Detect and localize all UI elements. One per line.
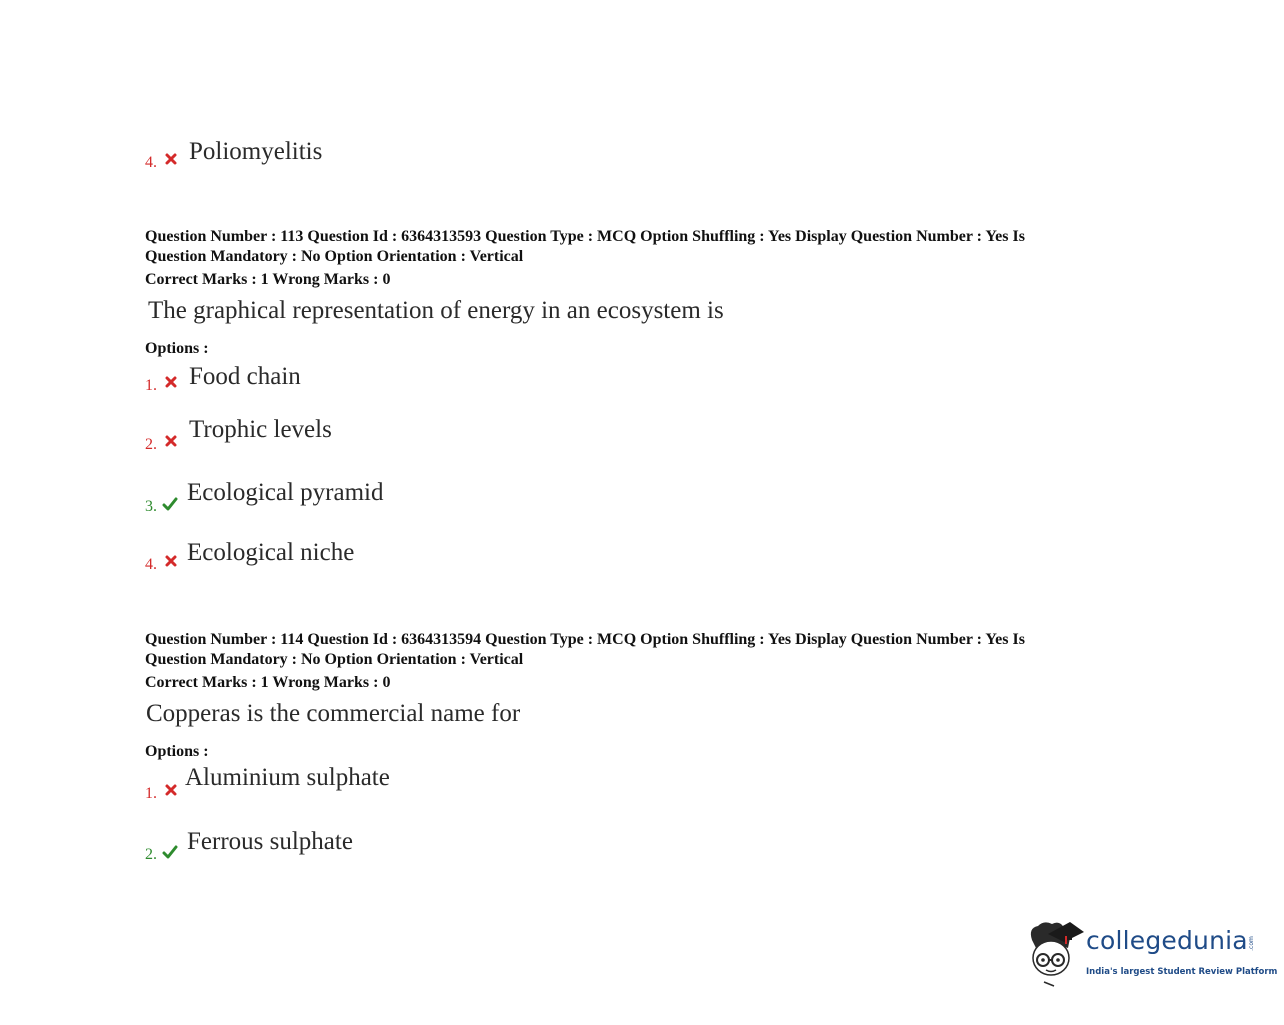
- question-text: Copperas is the commercial name for: [146, 700, 521, 727]
- option-text: Food chain: [189, 363, 301, 390]
- option-text: Ferrous sulphate: [187, 828, 353, 855]
- option-text: Trophic levels: [189, 416, 332, 443]
- option-number: 2.: [145, 846, 157, 863]
- option-number: 4.: [145, 556, 157, 573]
- option-text: Ecological pyramid: [187, 479, 384, 506]
- cross-icon: [163, 433, 179, 449]
- option-text: Ecological niche: [187, 539, 355, 566]
- cross-icon: [163, 374, 179, 390]
- question-meta: [145, 227, 1115, 266]
- option-number: 3.: [145, 498, 157, 515]
- question-meta: [145, 630, 1115, 669]
- question-meta-line: Question Mandatory : No Option Orientation : Vertical: [145, 650, 524, 668]
- option-number: 1.: [145, 785, 157, 802]
- question-meta-line: Question Mandatory : No Option Orientation : Vertical: [145, 247, 524, 265]
- option-text: Aluminium sulphate: [185, 764, 390, 791]
- options-label: Options :: [145, 340, 209, 357]
- option-number: 1.: [145, 377, 157, 394]
- question-marks: Correct Marks : 1 Wrong Marks : 0: [145, 674, 391, 691]
- option-number: 4.: [145, 154, 157, 171]
- question-meta-line: Question Number : 113 Question Id : 6364313593 Question Type : MCQ Option Shuffling : Yes Display Question Number : Yes Is: [145, 228, 1025, 245]
- question-marks: Correct Marks : 1 Wrong Marks : 0: [145, 271, 391, 288]
- logo-suffix: .com: [1247, 936, 1255, 951]
- cross-icon: [163, 553, 179, 569]
- question-meta-line: Question Number : 114 Question Id : 6364313594 Question Type : MCQ Option Shuffling : Yes Display Question Number : Yes Is: [145, 631, 1025, 648]
- mascot-icon: [1024, 918, 1086, 988]
- cross-icon: [163, 782, 179, 798]
- question-text: The graphical representation of energy in an ecosystem is: [148, 297, 724, 324]
- option-number: 2.: [145, 436, 157, 453]
- logo-wordmark: collegedunia: [1086, 926, 1248, 955]
- logo-tagline: India's largest Student Review Platform: [1086, 967, 1278, 977]
- cross-icon: [163, 151, 179, 167]
- option-text: Poliomyelitis: [189, 138, 323, 165]
- collegedunia-logo: [1024, 918, 1278, 988]
- options-label: Options :: [145, 743, 209, 760]
- check-icon: [162, 496, 178, 512]
- check-icon: [162, 844, 178, 860]
